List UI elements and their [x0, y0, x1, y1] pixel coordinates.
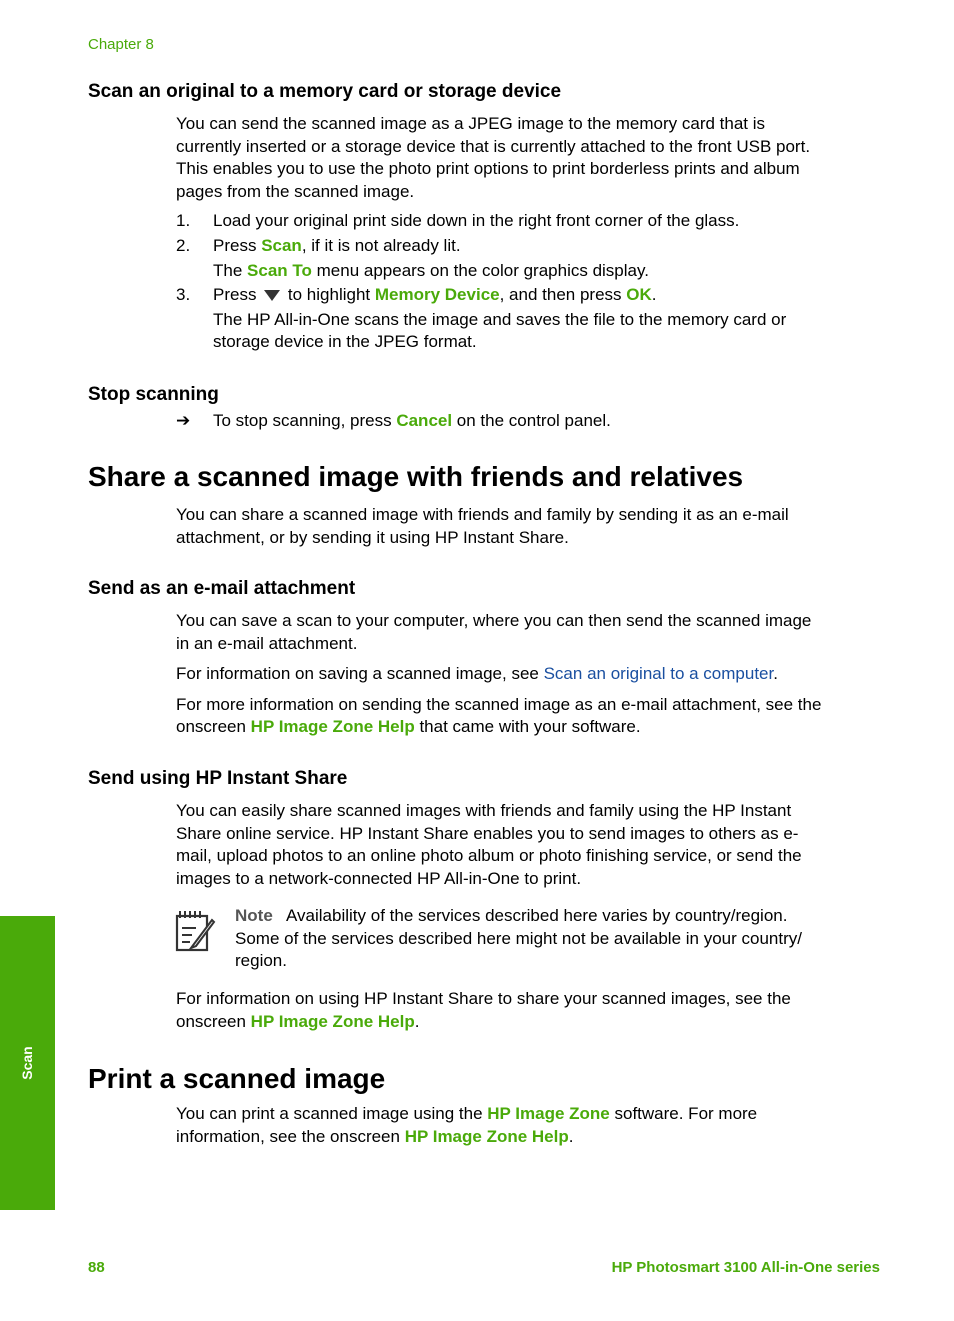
section-title-scan-memory: Scan an original to a memory card or storage device — [88, 81, 562, 102]
intro-line: pages from the scanned image. — [176, 181, 415, 201]
note-label: Note — [235, 906, 273, 925]
step-number: 1. — [176, 211, 191, 230]
instant-share-intro — [176, 800, 876, 890]
note-icon — [174, 908, 218, 952]
para-line: in an e-mail attachment. — [176, 633, 358, 653]
section-title-stop: Stop scanning — [88, 384, 219, 405]
step-1-text: Load your original print side down in the right front corner of the glass. — [213, 211, 740, 230]
para-line: For more information on sending the scanned image as an e-mail attachment, see the — [176, 694, 822, 714]
side-tab-label: Scan — [19, 1046, 35, 1080]
step-text: Press — [213, 285, 262, 304]
para-line: You can easily share scanned images with friends and family using the HP Instant — [176, 801, 792, 820]
para-text: For information on saving a scanned image, see — [176, 664, 544, 683]
step-text: menu appears on the color graphics display. — [311, 260, 649, 280]
print-body — [176, 1103, 876, 1148]
para-line: You can save a scan to your computer, where you can then send the scanned image — [176, 611, 812, 630]
scan-to-computer-link[interactable]: Scan an original to a computer — [543, 664, 774, 683]
para-text: that came with your software. — [414, 717, 641, 736]
hp-image-zone-help: HP Image Zone Help — [404, 1126, 569, 1146]
memory-device-option: Memory Device — [374, 285, 500, 304]
step-text: Press — [213, 236, 262, 255]
para-line: images to a network-connected HP All-in-One to print. — [176, 868, 582, 888]
hp-image-zone-help: HP Image Zone Help — [250, 717, 415, 736]
cancel-key: Cancel — [396, 411, 453, 430]
para-text: . — [568, 1126, 574, 1146]
note-text: Availability of the services described here varies by country/region. — [286, 906, 788, 925]
scan-to-menu: Scan To — [247, 260, 312, 280]
note-text: region. — [235, 951, 287, 970]
section-title-share: Share a scanned image with friends and relatives — [88, 461, 744, 492]
step-text: to highlight — [283, 285, 375, 304]
para-text: information, see the onscreen — [176, 1126, 405, 1146]
chapter-label: Chapter 8 — [88, 36, 154, 53]
para-line: For information on using HP Instant Share to share your scanned images, see the — [176, 989, 791, 1008]
instant-share-help — [176, 988, 876, 1033]
intro-line: currently inserted or a storage device that is currently attached to the front USB port. — [176, 136, 811, 156]
para-text: onscreen — [176, 717, 251, 736]
intro-line: You can share a scanned image with friends and family by sending it as an e-mail — [176, 505, 789, 524]
step-2 — [213, 235, 863, 282]
step-text: storage device in the JPEG format. — [213, 332, 477, 351]
para-text: . — [414, 1011, 420, 1031]
product-name: HP Photosmart 3100 All-in-One series — [611, 1259, 880, 1276]
intro-line: This enables you to use the photo print options to print borderless prints and album — [176, 159, 800, 178]
down-arrow-icon — [264, 290, 280, 301]
step-text: , and then press — [499, 285, 627, 304]
section-title-print: Print a scanned image — [88, 1063, 386, 1094]
note-text: Some of the services described here might not be available in your country/ — [235, 928, 802, 948]
intro-line: You can send the scanned image as a JPEG image to the memory card that is — [176, 114, 766, 133]
para-text: You can print a scanned image using the — [176, 1104, 488, 1123]
para-line: Share online service. HP Instant Share enables you to send images to others as e- — [176, 823, 799, 843]
step-text: on the control panel. — [452, 411, 611, 430]
step-text: The HP All-in-One scans the image and saves the file to the memory card or — [213, 309, 787, 329]
stop-instruction — [213, 410, 863, 433]
step-text: The — [213, 260, 248, 280]
hp-image-zone: HP Image Zone — [487, 1104, 610, 1123]
page-number: 88 — [88, 1259, 105, 1276]
step-text: . — [651, 285, 657, 304]
share-intro — [176, 504, 876, 549]
step-number: 3. — [176, 285, 191, 304]
step-number: 2. — [176, 236, 191, 255]
para-text: onscreen — [176, 1011, 251, 1031]
step-text: To stop scanning, press — [213, 411, 397, 430]
hp-image-zone-help: HP Image Zone Help — [250, 1011, 415, 1031]
section-title-instant-share: Send using HP Instant Share — [88, 768, 348, 789]
email-body — [176, 610, 876, 739]
step-text: , if it is not already lit. — [301, 236, 461, 255]
ok-key: OK — [626, 285, 652, 304]
intro-line: attachment, or by sending it using HP Instant Share. — [176, 527, 569, 547]
para-text: . — [773, 664, 778, 683]
arrow-icon: ➔ — [176, 411, 191, 430]
section-title-email: Send as an e-mail attachment — [88, 578, 356, 599]
para-line: mail, upload photos to an online photo album or photo finishing service, or send the — [176, 846, 802, 865]
para-text: software. For more — [609, 1104, 758, 1123]
step-3 — [213, 284, 863, 354]
scan-key: Scan — [261, 236, 302, 255]
scan-memory-intro — [176, 113, 876, 203]
note-box — [235, 905, 875, 973]
